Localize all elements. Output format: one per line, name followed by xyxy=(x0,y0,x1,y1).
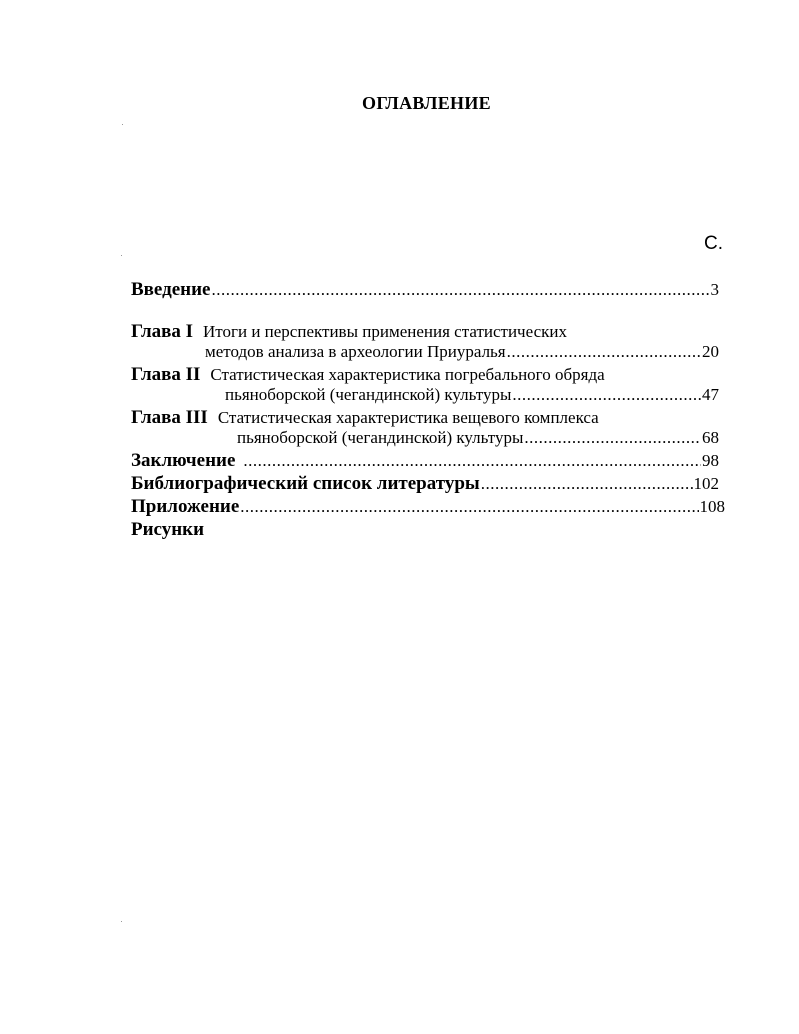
scan-speck xyxy=(121,921,122,922)
toc-entry-chapter-3-line2 xyxy=(237,429,719,446)
chapter-label: Глава III xyxy=(131,407,208,428)
chapter-title-line1: Статистическая характеристика погребального обряда xyxy=(210,365,605,384)
toc-entry-intro xyxy=(131,280,719,299)
toc-entry-label: Заключение xyxy=(131,450,236,471)
chapter-title-line2: пьяноборской (чегандинской) культуры xyxy=(225,385,512,404)
leader-dots xyxy=(212,281,710,298)
page-title: ОГЛАВЛЕНИЕ xyxy=(362,93,491,113)
toc-entry-page: 47 xyxy=(702,385,719,404)
chapter-label: Глава II xyxy=(131,364,201,385)
chapter-label: Глава I xyxy=(131,321,194,342)
leader-dots xyxy=(524,429,701,446)
chapter-title-line2: методов анализа в археологии Приуралья xyxy=(205,342,506,361)
toc-entry-figures xyxy=(131,520,204,539)
leader-dots xyxy=(512,386,701,403)
leader-dots xyxy=(507,343,701,360)
toc-entry-chapter-3-line1 xyxy=(131,408,599,427)
toc-entry-chapter-1-line1 xyxy=(131,322,567,341)
toc-entry-label: Рисунки xyxy=(131,519,205,540)
toc-entry-page: 20 xyxy=(702,342,719,361)
toc-entry-label: Библиографический список литературы xyxy=(131,473,480,494)
toc-entry-page: 98 xyxy=(702,451,719,470)
leader-dots xyxy=(243,452,701,469)
chapter-title-line1: Статистическая характеристика вещевого комплекса xyxy=(217,408,599,427)
toc-entry-chapter-2-line2 xyxy=(225,386,719,403)
toc-entry-page: 102 xyxy=(693,474,719,493)
toc-entry-bibliography xyxy=(131,474,719,493)
toc-entry-conclusion xyxy=(131,451,719,470)
scan-speck xyxy=(122,124,123,125)
page-column-marker: С. xyxy=(704,233,723,254)
toc-entry-page: 3 xyxy=(710,280,719,299)
toc-entry-chapter-1-line2 xyxy=(205,343,719,360)
scan-speck xyxy=(121,255,122,256)
toc-entry-appendix xyxy=(131,497,725,516)
chapter-title-line2: пьяноборской (чегандинской) культуры xyxy=(237,428,524,447)
chapter-title-line1: Итоги и перспективы применения статистических xyxy=(203,322,567,341)
toc-entry-label: Введение xyxy=(131,279,211,300)
toc-entry-chapter-2-line1 xyxy=(131,365,605,384)
toc-entry-page: 68 xyxy=(702,428,719,447)
toc-entry-page: 108 xyxy=(699,497,725,516)
toc-entry-label: Приложение xyxy=(131,496,240,517)
leader-dots xyxy=(240,498,698,515)
leader-dots xyxy=(481,475,693,492)
